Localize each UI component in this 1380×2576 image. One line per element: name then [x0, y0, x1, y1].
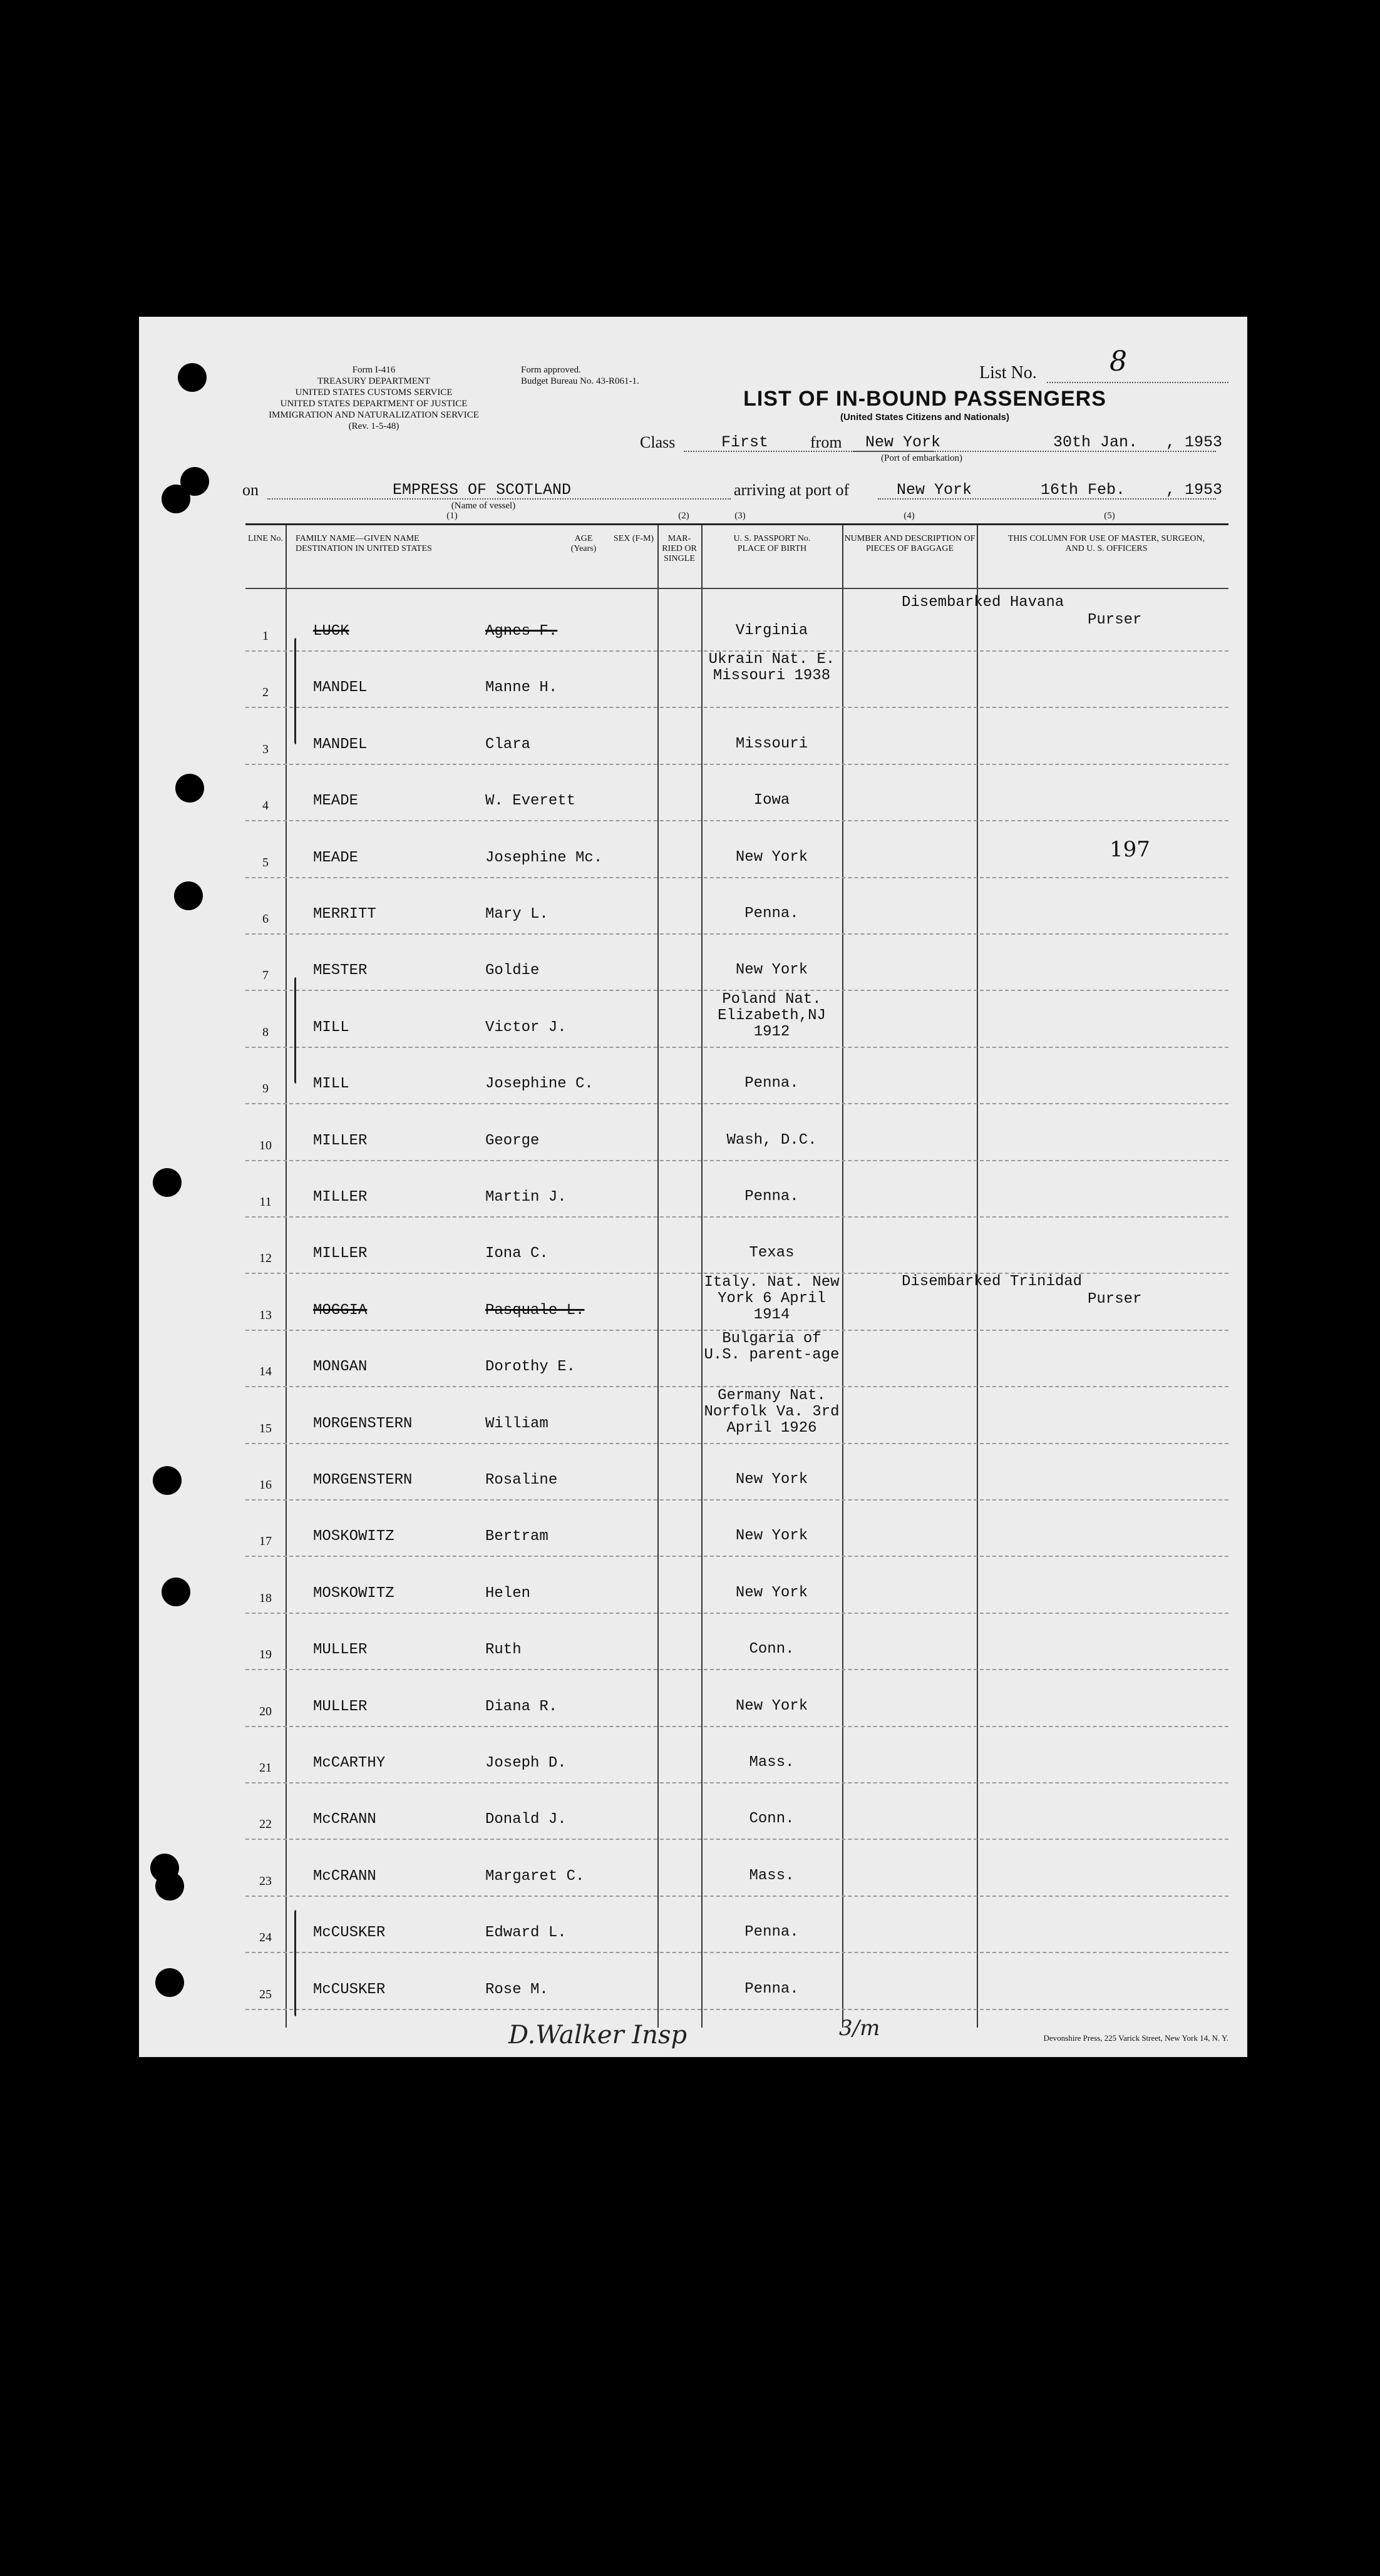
passenger-surname: McCRANN: [313, 1867, 376, 1885]
table-row: [245, 1896, 1228, 1953]
purser-note: Purser: [1088, 1290, 1142, 1308]
punch-hole: [153, 1168, 182, 1197]
on-label: on: [242, 481, 259, 499]
column-number-5: (5): [1104, 511, 1115, 521]
class-label: Class: [640, 433, 676, 451]
place-of-birth: Wash, D.C.: [726, 1131, 817, 1149]
passenger-surname: MULLER: [313, 1698, 368, 1715]
passenger-given-name: Ruth: [485, 1641, 522, 1659]
passenger-given-name: Agnes F.: [485, 623, 558, 640]
line-number: 5: [262, 855, 269, 870]
passenger-surname: MILLER: [313, 1132, 368, 1149]
table-row: [245, 707, 1228, 765]
punch-hole: [153, 1466, 182, 1495]
line-number: 4: [262, 799, 269, 813]
table-row: [245, 1556, 1228, 1614]
passenger-given-name: Martin J.: [485, 1189, 567, 1206]
passenger-given-name: Iona C.: [485, 1245, 548, 1263]
line-number: 18: [259, 1591, 272, 1605]
place-of-birth: New York: [735, 1697, 808, 1715]
line-number: 15: [259, 1421, 272, 1435]
column-number-3: (3): [734, 511, 746, 521]
arriving-label: arriving at port of: [734, 481, 850, 499]
table-row: [245, 1104, 1228, 1161]
passenger-given-name: Goldie: [485, 962, 540, 980]
passenger-surname: MANDEL: [313, 736, 368, 753]
family-bracket: [294, 977, 296, 1084]
passenger-surname: MILLER: [313, 1189, 368, 1206]
list-number-label: List No.: [979, 363, 1037, 382]
line-number: 24: [259, 1931, 272, 1945]
header-line-no: LINE No.: [248, 534, 283, 543]
document-title: LIST OF IN-BOUND PASSENGERS: [743, 387, 1106, 411]
arrival-year: , 1953: [1166, 481, 1223, 499]
passenger-list-sheet: [139, 317, 1247, 2057]
vessel-caption: (Name of vessel): [451, 501, 516, 511]
passenger-surname: McCUSKER: [313, 1924, 386, 1942]
passenger-given-name: Edward L.: [485, 1924, 567, 1942]
place-of-birth: New York: [735, 1584, 808, 1601]
place-of-birth: Conn.: [749, 1641, 795, 1658]
line-number: 12: [259, 1251, 272, 1266]
place-of-birth: Conn.: [749, 1810, 795, 1828]
passenger-surname: MORGENSTERN: [313, 1415, 413, 1432]
passenger-given-name: Donald J.: [485, 1811, 567, 1829]
table-row: [245, 1782, 1228, 1840]
table-row: [245, 1499, 1228, 1557]
table-row: [245, 764, 1228, 821]
table-row: [245, 1839, 1228, 1897]
punch-hole: [155, 1968, 184, 1997]
table-row: [245, 1953, 1228, 2010]
vessel-name: EMPRESS OF SCOTLAND: [393, 481, 572, 499]
passenger-surname: MOGGIA: [313, 1301, 368, 1319]
line-number: 22: [259, 1817, 272, 1832]
line-number: 8: [262, 1025, 269, 1039]
passenger-given-name: Manne H.: [485, 679, 558, 697]
table-row: [245, 877, 1228, 935]
header-passport: U. S. PASSPORT No. PLACE OF BIRTH: [733, 534, 811, 553]
punch-hole: [174, 881, 203, 910]
line-number: 6: [262, 912, 269, 926]
printer-imprint: Devonshire Press, 225 Varick Street, New York 14, N. Y.: [1043, 2033, 1228, 2043]
place-of-birth: Penna.: [744, 1075, 799, 1092]
document-subtitle: (United States Citizens and Nationals): [840, 412, 1010, 423]
passenger-surname: MILL: [313, 1019, 349, 1036]
passenger-given-name: Clara: [485, 736, 531, 753]
line-number: 11: [259, 1195, 272, 1209]
place-of-birth: Poland Nat. Elizabeth,NJ 1912: [718, 990, 826, 1040]
purser-note: Purser: [1088, 612, 1142, 629]
table-row: [245, 650, 1228, 708]
passenger-given-name: Victor J.: [485, 1019, 567, 1036]
place-of-birth: Penna.: [744, 905, 799, 922]
column-number-2: (2): [678, 511, 689, 521]
header-sex: SEX (F-M): [613, 534, 654, 543]
passenger-given-name: Josephine Mc.: [485, 849, 603, 866]
passenger-given-name: W. Everett: [485, 793, 576, 810]
place-of-birth: Virginia: [735, 622, 808, 639]
table-row: [245, 990, 1228, 1048]
table-row: [245, 1670, 1228, 1727]
line-number: 7: [262, 968, 269, 983]
place-of-birth: Germany Nat. Norfolk Va. 3rd April 1926: [704, 1387, 840, 1437]
passenger-surname: MILLER: [313, 1245, 368, 1263]
family-bracket: [294, 1910, 296, 2016]
punch-hole: [162, 485, 190, 513]
embarkation-date: 30th Jan.: [1053, 433, 1138, 451]
place-of-birth: Texas: [749, 1244, 795, 1262]
passenger-surname: MOSKOWITZ: [313, 1584, 394, 1602]
list-number-value: 8: [1110, 346, 1127, 377]
place-of-birth: Penna.: [744, 1980, 799, 1998]
passenger-given-name: Margaret C.: [485, 1867, 585, 1885]
line-number: 21: [259, 1761, 272, 1775]
passenger-surname: MERRITT: [313, 906, 376, 923]
punch-hole: [175, 774, 204, 803]
arrival-date: 16th Feb.: [1041, 481, 1126, 499]
place-of-birth: New York: [735, 848, 808, 866]
place-of-birth: Bulgaria of U.S. parent-age: [704, 1330, 840, 1364]
passenger-surname: MOSKOWITZ: [313, 1528, 394, 1546]
passenger-given-name: Rose M.: [485, 1981, 548, 1998]
passenger-given-name: Diana R.: [485, 1698, 558, 1715]
header-officers: THIS COLUMN FOR USE OF MASTER, SURGEON, AND U. S. OFFICERS: [1007, 534, 1205, 553]
from-label: from: [810, 433, 842, 451]
line-number: 19: [259, 1648, 272, 1662]
place-of-birth: Italy. Nat. New York 6 April 1914: [704, 1273, 840, 1323]
punch-hole: [178, 363, 207, 392]
table-row: [245, 1613, 1228, 1670]
officer-remark: Disembarked Trinidad: [902, 1273, 1083, 1290]
table-row: [245, 1216, 1228, 1274]
passenger-given-name: William: [485, 1415, 548, 1432]
port-embarkation-caption: (Port of embarkation): [881, 453, 962, 463]
table-row: [245, 933, 1228, 991]
passenger-surname: LUCK: [313, 623, 349, 640]
line-number: 2: [262, 685, 269, 700]
place-of-birth: Missouri: [735, 735, 808, 752]
passenger-given-name: Rosaline: [485, 1472, 558, 1489]
passenger-surname: MONGAN: [313, 1358, 368, 1376]
passenger-given-name: Bertram: [485, 1528, 548, 1546]
column-number-4: (4): [904, 511, 915, 521]
punch-hole: [155, 1872, 184, 1901]
place-of-birth: New York: [735, 1471, 808, 1488]
line-number: 16: [259, 1478, 272, 1492]
family-bracket: [294, 638, 296, 744]
list-number-line: [1047, 382, 1228, 383]
place-of-birth: New York: [735, 1527, 808, 1545]
passenger-surname: MEADE: [313, 793, 359, 810]
table-row: [245, 1726, 1228, 1783]
class-value: First: [721, 433, 769, 451]
table-row: [245, 1047, 1228, 1104]
inspector-initials: 3/m: [839, 2016, 880, 2041]
line-number: 25: [259, 1987, 272, 2001]
embarkation-port: New York: [865, 433, 941, 451]
passenger-given-name: Pasquale L.: [485, 1301, 585, 1319]
passenger-surname: McCRANN: [313, 1811, 376, 1829]
passenger-given-name: Dorothy E.: [485, 1358, 576, 1376]
passenger-table: [245, 523, 1228, 2028]
place-of-birth: Ukrain Nat. E. Missouri 1938: [708, 651, 835, 685]
form-approval: Form approved. Budget Bureau No. 43-R061-1.: [521, 365, 639, 386]
passenger-given-name: Joseph D.: [485, 1755, 567, 1772]
line-number: 14: [259, 1365, 272, 1379]
header-name: FAMILY NAME—GIVEN NAME DESTINATION IN UNITED STATES: [296, 534, 432, 553]
passenger-surname: MESTER: [313, 962, 368, 980]
arrival-port: New York: [897, 481, 972, 499]
line-number: 3: [262, 742, 269, 756]
line-number: 23: [259, 1874, 272, 1888]
line-number: 1: [262, 629, 269, 643]
passenger-given-name: Josephine C.: [485, 1075, 594, 1093]
passenger-surname: MEADE: [313, 849, 359, 866]
place-of-birth: Penna.: [744, 1924, 799, 1941]
line-number: 20: [259, 1704, 272, 1718]
passenger-surname: MORGENSTERN: [313, 1472, 413, 1489]
place-of-birth: Mass.: [749, 1754, 795, 1771]
inspector-signature: D.Walker Insp: [508, 2021, 687, 2050]
table-row: [245, 594, 1228, 652]
passenger-given-name: George: [485, 1132, 540, 1149]
table-row: [245, 1443, 1228, 1501]
issuing-departments: Form I-416 TREASURY DEPARTMENT UNITED STATES CUSTOMS SERVICE UNITED STATES DEPARTMENT OF JUSTICE IMMIGRATION AND NATURALIZATION SERVICE (Rev. 1-5-48): [269, 365, 479, 431]
passenger-surname: McCUSKER: [313, 1981, 386, 1998]
officer-remark: Disembarked Havana: [902, 594, 1064, 611]
header-married: MAR-RIED OR SINGLE: [662, 534, 697, 563]
punch-hole: [162, 1578, 190, 1606]
officer-remark: 197: [1110, 836, 1150, 862]
line-number: 17: [259, 1534, 272, 1549]
table-row: [245, 1387, 1228, 1444]
line-number: 10: [259, 1138, 272, 1152]
table-row: [245, 1273, 1228, 1331]
passenger-surname: MILL: [313, 1075, 349, 1093]
passenger-surname: MANDEL: [313, 679, 368, 697]
embarkation-year: , 1953: [1166, 433, 1223, 451]
table-row: [245, 821, 1228, 878]
header-baggage: NUMBER AND DESCRIPTION OF PIECES OF BAGGAGE: [844, 534, 976, 553]
place-of-birth: Mass.: [749, 1867, 795, 1884]
table-row: [245, 1160, 1228, 1218]
line-number: 9: [262, 1082, 269, 1096]
passenger-given-name: Helen: [485, 1584, 531, 1602]
line-number: 13: [259, 1308, 272, 1322]
table-row: [245, 1330, 1228, 1387]
place-of-birth: Iowa: [753, 792, 790, 809]
passenger-surname: McCARTHY: [313, 1755, 386, 1772]
header-age: AGE (Years): [570, 534, 597, 553]
place-of-birth: Penna.: [744, 1188, 799, 1205]
column-number-1: (1): [446, 511, 458, 521]
passenger-given-name: Mary L.: [485, 906, 548, 923]
place-of-birth: New York: [735, 962, 808, 979]
passenger-surname: MULLER: [313, 1641, 368, 1659]
